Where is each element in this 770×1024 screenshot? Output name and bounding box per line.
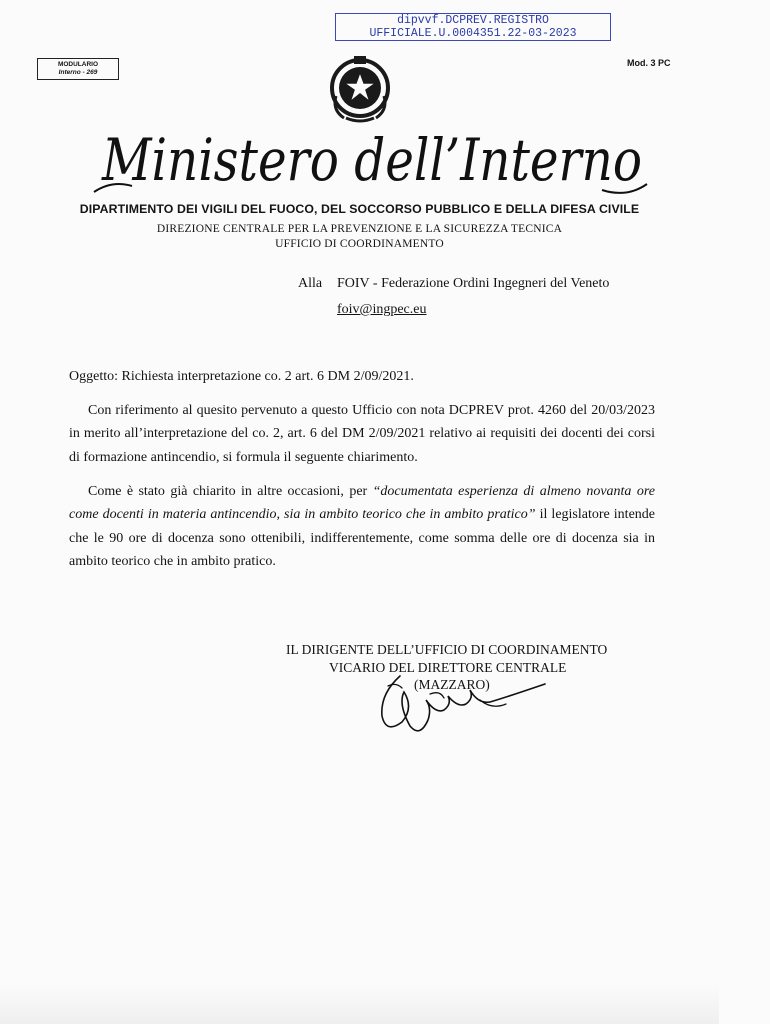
paragraph-2-start: Come è stato già chiarito in altre occasioni, per xyxy=(88,484,373,499)
handwritten-signature xyxy=(340,664,560,744)
protocol-stamp-line2: UFFICIALE.U.0004351.22-03-2023 xyxy=(369,27,577,40)
modulario-line1: MODULARIO xyxy=(57,61,99,68)
signature-name: (MAZZARO) xyxy=(414,677,490,692)
modulario-box xyxy=(37,58,119,80)
addressee-name: FOIV - Federazione Ordini Ingegneri del Veneto xyxy=(337,276,610,291)
paragraph-2-end: il legislatore intende che le 90 ore di docenza sono ottenibili, indifferentemente, come somma delle ore di docenza sia in ambito teorico che in ambito pratico. xyxy=(69,507,655,569)
modulario-line2: Interno - 269 xyxy=(58,69,98,76)
signature-title-line1: IL DIRIGENTE DELL’UFFICIO DI COORDINAMENTO xyxy=(286,642,608,657)
office-heading: UFFICIO DI COORDINAMENTO xyxy=(275,238,444,250)
italian-republic-emblem-icon xyxy=(326,52,394,124)
addressee-prefix: Alla xyxy=(298,276,323,291)
body-paragraph-2 xyxy=(69,480,655,573)
protocol-stamp xyxy=(335,13,611,41)
subject-line: Oggetto: Richiesta interpretazione co. 2 art. 6 DM 2/09/2021. xyxy=(69,369,414,384)
protocol-stamp-line1: dipvvf.DCPREV.REGISTRO xyxy=(397,14,549,27)
ministry-title xyxy=(92,118,652,208)
ministry-title-text: Ministero dell’Interno xyxy=(101,126,643,194)
body-paragraph-1: Con riferimento al quesito pervenuto a questo Ufficio con nota DCPREV prot. 4260 del 20/03/2023 in merito all’interpretazione del co. 2, art. 6 del DM 2/09/2021 relativo ai requisiti dei docenti dei corsi di formazione antincendio, si formula il seguente chiarimento. xyxy=(69,403,655,465)
department-heading: DIPARTIMENTO DEI VIGILI DEL FUOCO, DEL SOCCORSO PUBBLICO E DELLA DIFESA CIVILE xyxy=(79,202,640,216)
page-bottom-shadow xyxy=(0,984,719,1024)
mod-code: Mod. 3 PC xyxy=(627,58,671,68)
paragraph-2-quote: “documentata esperienza di almeno novanta ore come docenti in materia antincendio, sia in ambito teorico che in ambito pratico” xyxy=(69,484,655,523)
signature-title-line2: VICARIO DEL DIRETTORE CENTRALE xyxy=(329,660,567,675)
addressee-email-link[interactable]: foiv@ingpec.eu xyxy=(337,302,427,317)
direction-heading: DIREZIONE CENTRALE PER LA PREVENZIONE E LA SICUREZZA TECNICA xyxy=(156,223,563,235)
